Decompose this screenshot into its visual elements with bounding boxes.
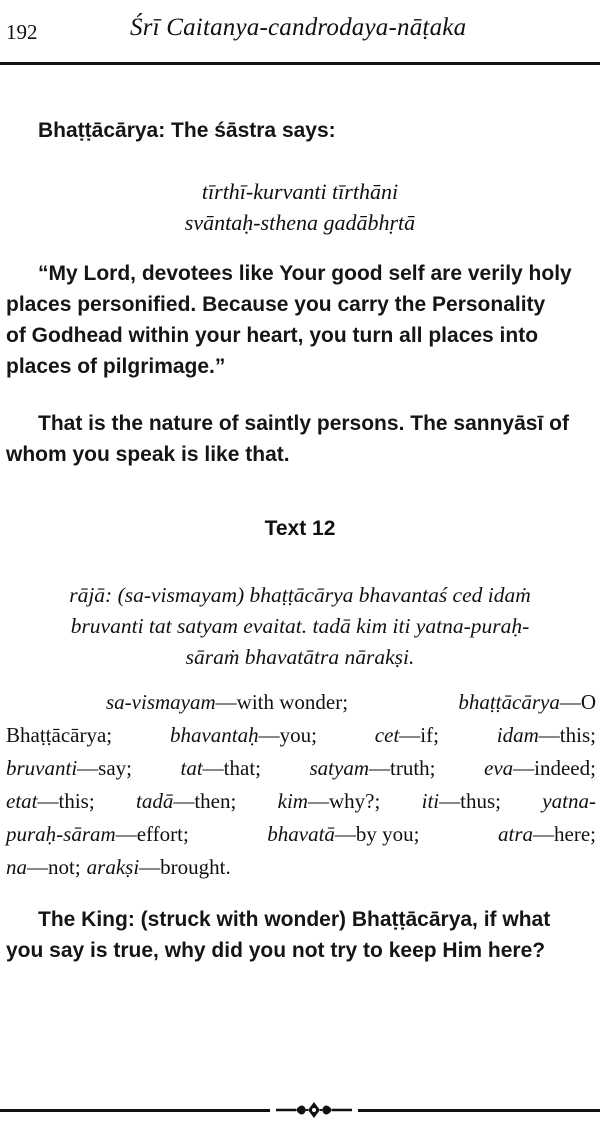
synonym-item: eva—indeed; [484,756,596,780]
synonym-item: idam—this; [496,723,596,747]
synonym-item: puraḥ-sāram—effort; [6,822,189,846]
bhattacarya-intro: Bhaṭṭācārya: The śāstra says: [38,119,336,142]
synonym-item: satyam—truth; [309,756,436,780]
ornament-icon [274,1100,354,1120]
verse-line: svāntaḥ-sthena gadābhṛtā [184,210,416,235]
verse-quote [0,176,600,238]
translation-line: places of pilgrimage.” [6,355,226,378]
king-line: The King: (struck with wonder) Bhaṭṭācārya, if what [38,908,551,931]
synonym-item: arakṣi—brought. [86,855,231,879]
comment-paragraph [6,408,596,470]
synonym-item: yatna- [542,789,596,813]
synonym-item: na—not; [6,855,81,879]
synonym-line [6,785,596,818]
synonym-line [6,719,596,752]
translation-line: places personified. Because you carry the Personality [6,293,546,316]
synonym-item: atra—here; [498,822,596,846]
verse-line: tīrthī-kurvanti tīrthāni [201,179,399,204]
comment-line: whom you speak is like that. [6,443,290,466]
synonym-item: etat—this; [6,789,95,813]
sanskrit-line: rājā: (sa-vismayam) bhaṭṭācārya bhavantaś ced idaṁ [69,583,531,607]
synonym-line [6,851,596,884]
sanskrit-line: sāraṁ bhavatātra nārakṣi. [185,645,415,669]
page-footer [0,1100,600,1120]
header-rule [0,62,600,65]
synonym-item: tadā—then; [136,789,237,813]
sanskrit-text [0,580,600,673]
king-line: you say is true, why did you not try to keep Him here? [6,939,546,962]
synonym-line [6,686,596,719]
synonym-item: bhavantaḥ—you; [169,723,317,747]
synonym-item: bhavatā—by you; [267,822,420,846]
synonym-item: bruvanti—say; [6,756,132,780]
translation-line: of Godhead within your heart, you turn all places into [6,324,539,347]
comment-line: That is the nature of saintly persons. The sannyāsī of [38,412,569,435]
synonym-item: kim—why?; [277,789,381,813]
king-paragraph [6,904,596,966]
translation-line: “My Lord, devotees like Your good self are verily holy [38,262,572,285]
synonym-item: sa-vismayam—with wonder; [106,690,349,714]
running-title: Śrī Caitanya-candrodaya-nāṭaka [130,14,467,41]
page-number: 192 [6,20,38,44]
synonym-item: cet—if; [374,723,439,747]
page-header [0,12,600,48]
sanskrit-line: bruvanti tat satyam evaitat. tadā kim iti yatna-puraḥ- [70,614,530,638]
synonym-line [6,818,596,851]
word-for-word-synonyms [6,686,596,884]
synonym-item: tat—that; [180,756,261,780]
synonym-item: bhaṭṭācārya—O [458,690,596,714]
synonym-item: Bhaṭṭācārya; [6,723,113,747]
footer-rule-right [358,1109,600,1112]
synonym-line [6,752,596,785]
text-heading: Text 12 [264,517,336,540]
synonym-item: iti—thus; [421,789,501,813]
translation-paragraph [6,258,596,382]
footer-rule-left [0,1109,270,1112]
